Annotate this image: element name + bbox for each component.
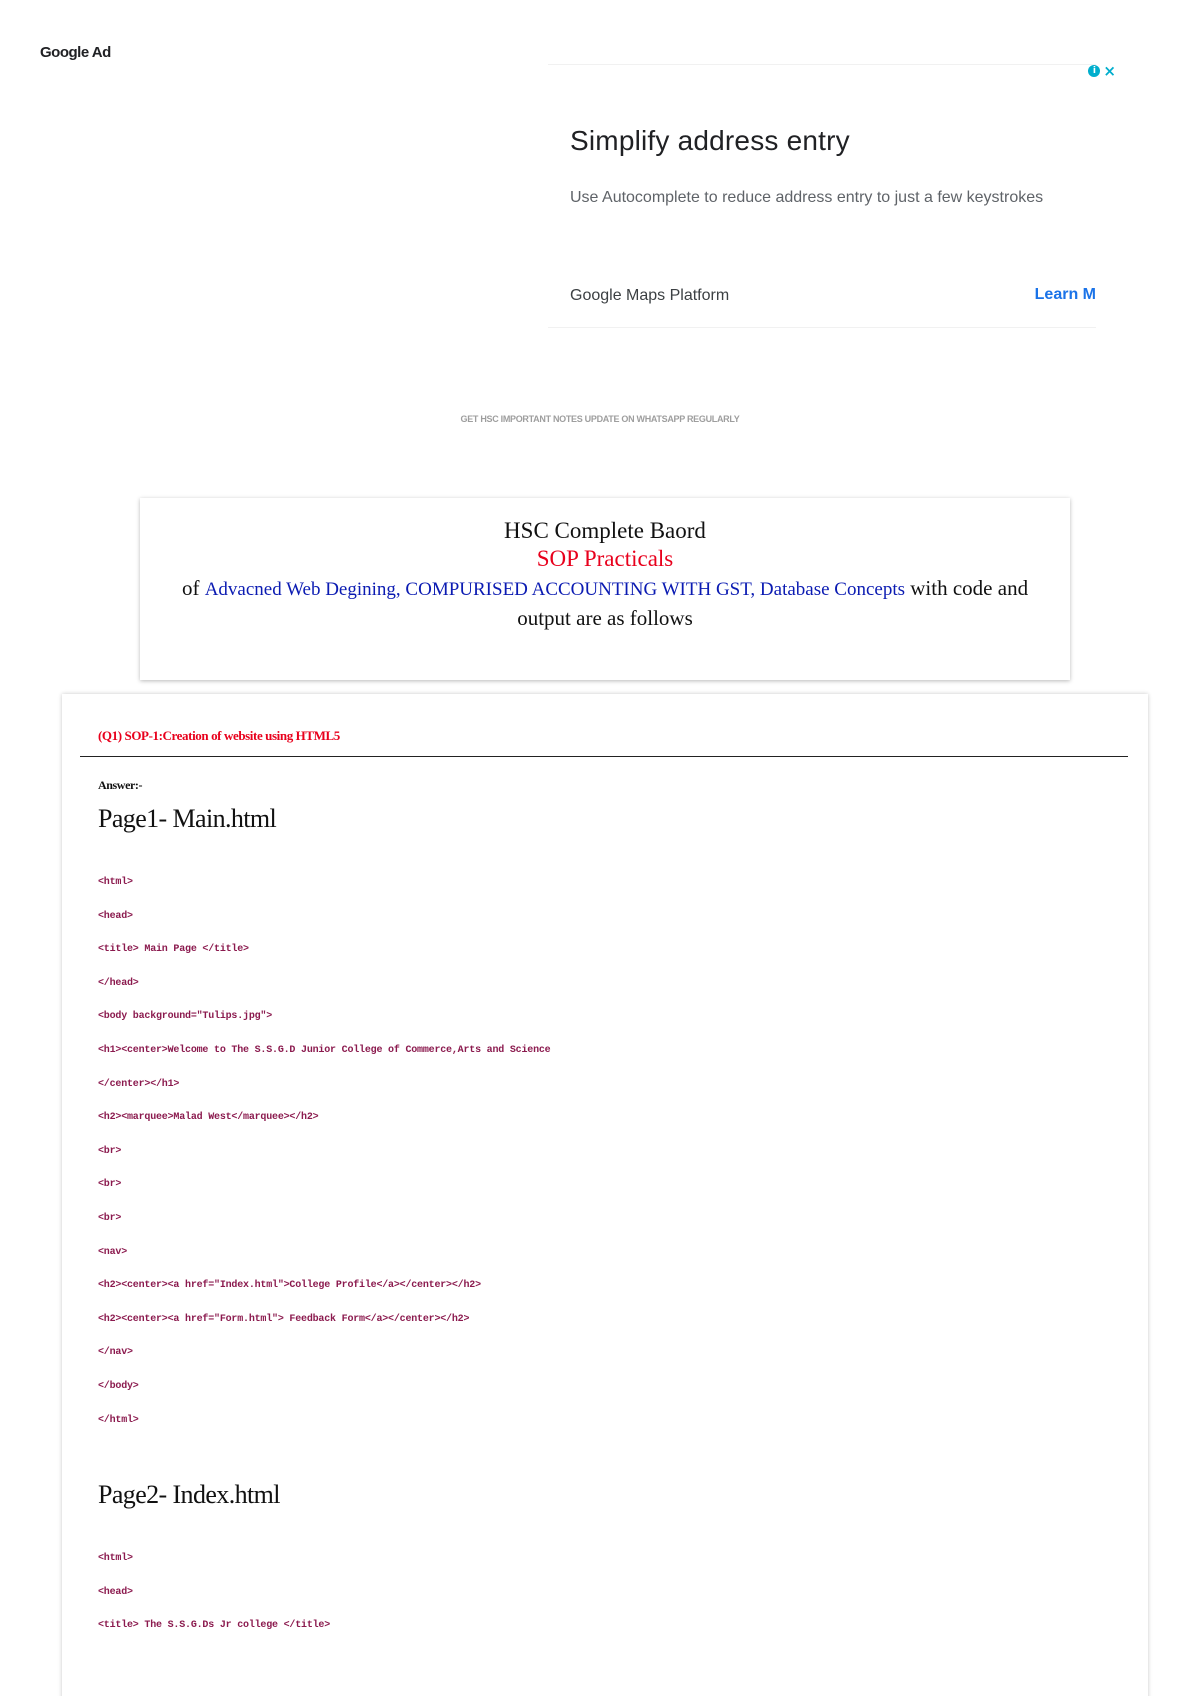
ad-label: Google Ad: [40, 44, 111, 61]
ad-learn-more-button[interactable]: Learn M: [1034, 286, 1096, 303]
whatsapp-notice-link[interactable]: GET HSC IMPORTANT NOTES UPDATE ON WHATSAPP REGULARLY: [460, 414, 740, 424]
code-line: <head>: [98, 910, 133, 922]
ad-choices[interactable]: [1088, 62, 1116, 80]
code-line: <title> Main Page </title>: [98, 944, 249, 956]
question-title: (Q1) SOP-1:Creation of website using HTML5: [98, 728, 340, 743]
intro-desc-suffix: with code and output are as follows: [517, 576, 1029, 630]
code-line: <head>: [98, 1586, 133, 1598]
page-heading: Page1- Main.html: [98, 804, 277, 833]
code-block: [98, 1552, 330, 1653]
intro-desc-prefix: of: [181, 576, 205, 600]
ad-banner[interactable]: [548, 62, 1116, 328]
intro-card: [140, 498, 1070, 680]
code-line: <h2><center><a href="Index.html">College Profile</a></center></h2>: [98, 1280, 481, 1292]
code-block: [98, 876, 550, 1447]
code-line: <br>: [98, 1212, 122, 1224]
code-line: </html>: [98, 1414, 139, 1426]
code-line: <h2><marquee>Malad West</marquee></h2>: [98, 1112, 319, 1124]
ad-headline[interactable]: Simplify address entry: [570, 125, 850, 156]
divider: [80, 756, 1128, 757]
intro-description: [180, 574, 1030, 633]
code-line: <br>: [98, 1179, 122, 1191]
code-line: <html>: [98, 877, 133, 888]
code-line: <html>: [98, 1553, 133, 1564]
code-line: <nav>: [98, 1246, 128, 1258]
ad-advertiser[interactable]: Google Maps Platform: [570, 287, 730, 304]
answer-label: Answer:-: [98, 778, 143, 792]
code-line: </body>: [98, 1380, 139, 1392]
close-icon[interactable]: ×: [1103, 62, 1116, 80]
content-card: [62, 694, 1148, 1696]
code-line: <body background="Tulips.jpg">: [98, 1011, 273, 1023]
code-line: </nav>: [98, 1347, 133, 1359]
page-heading: Page2- Index.html: [98, 1480, 280, 1509]
code-line: <h2><center><a href="Form.html"> Feedback Form</a></center></h2>: [98, 1313, 470, 1325]
code-line: <title> The S.S.G.Ds Jr college </title>: [98, 1620, 331, 1632]
ad-description[interactable]: Use Autocomplete to reduce address entry to just a few keystrokes: [570, 189, 1044, 206]
intro-subjects: Advacned Web Degining, COMPURISED ACCOUNTING WITH GST, Database Concepts: [204, 579, 906, 600]
code-line: </center></h1>: [98, 1078, 180, 1090]
info-icon[interactable]: i: [1088, 65, 1100, 77]
code-line: </head>: [98, 977, 139, 989]
code-line: <br>: [98, 1145, 122, 1157]
intro-subtitle: SOP Practicals: [536, 546, 674, 571]
intro-title: HSC Complete Baord: [504, 518, 706, 543]
code-line: <h1><center>Welcome to The S.S.G.D Junior College of Commerce,Arts and Science: [98, 1044, 551, 1056]
